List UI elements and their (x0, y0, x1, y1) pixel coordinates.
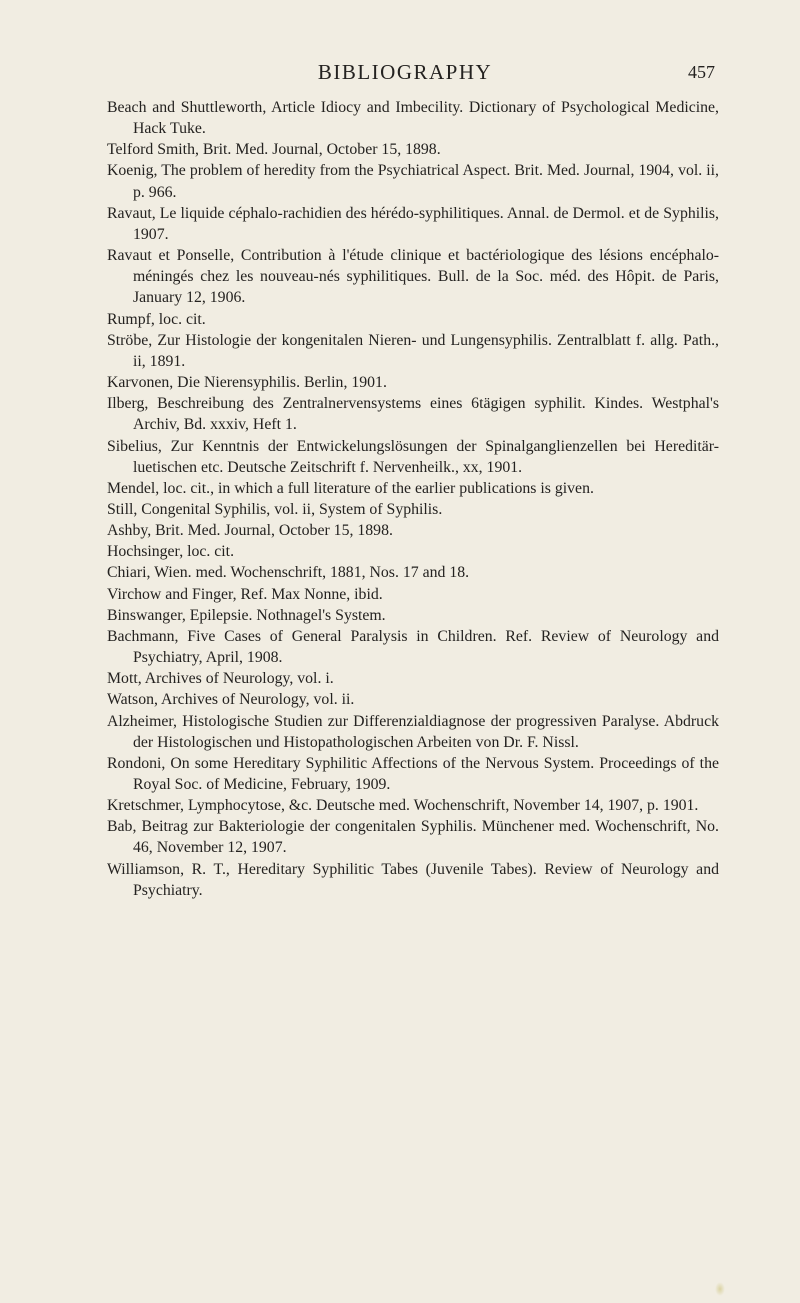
bibliography-entry: Ravaut, Le liquide céphalo-rachidien des hérédo-syphilitiques. Annal. de Dermol. et de Syphilis, 1907. (107, 204, 719, 243)
bibliography-entry: Virchow and Finger, Ref. Max Nonne, ibid. (107, 585, 383, 603)
bibliography-entry: Chiari, Wien. med. Wochenschrift, 1881, Nos. 17 and 18. (107, 564, 470, 582)
bibliography-entry: Still, Congenital Syphilis, vol. ii, System of Syphilis. (107, 500, 443, 518)
bibliography-entry: Rumpf, loc. cit. (107, 310, 206, 328)
bibliography-entry: Koenig, The problem of heredity from the Psychiatrical Aspect. Brit. Med. Journal, 1904, vol. ii, p. 966. (107, 162, 719, 201)
bibliography-entry: Rondoni, On some Hereditary Syphilitic Affections of the Nervous System. Proceedings of the Royal Soc. of Medicine, February, 1909. (107, 754, 719, 793)
bibliography-entry: Ashby, Brit. Med. Journal, October 15, 1898. (107, 522, 393, 540)
page-number: 457 (688, 62, 715, 82)
bibliography-entry: Kretschmer, Lymphocytose, &c. Deutsche med. Wochenschrift, November 14, 1907, p. 1901. (107, 797, 699, 815)
running-head (95, 60, 715, 90)
bibliography-entry: Sibelius, Zur Kenntnis der Entwickelungslösungen der Spinalganglienzellen bei Hereditär-luetischen etc. Deutsche Zeitschrift f. Nervenheilk., xx, 1901. (107, 437, 719, 476)
bibliography-entry: Telford Smith, Brit. Med. Journal, October 15, 1898. (107, 141, 441, 159)
bibliography-entry: Beach and Shuttleworth, Article Idiocy and Imbecility. Dictionary of Psychological Medicine, Hack Tuke. (107, 99, 719, 138)
bibliography-entry: Hochsinger, loc. cit. (107, 543, 235, 561)
bibliography-entry: Mendel, loc. cit., in which a full literature of the earlier publications is given. (107, 479, 594, 497)
bibliography-entry: Ströbe, Zur Histologie der kongenitalen Nieren- und Lungensyphilis. Zentralblatt f. allg. Path., ii, 1891. (107, 331, 719, 370)
paper-stain (715, 1282, 725, 1296)
bibliography-entry: Ilberg, Beschreibung des Zentralnervensystems eines 6tägigen syphilit. Kindes. Westphal's Archiv, Bd. xxxiv, Heft 1. (107, 395, 719, 434)
bibliography-entry: Williamson, R. T., Hereditary Syphilitic Tabes (Juvenile Tabes). Review of Neurology and Psychiatry. (107, 860, 719, 899)
bibliography-entry: Bab, Beitrag zur Bakteriologie der congenitalen Syphilis. Münchener med. Wochenschrift, No. 46, November 12, 1907. (107, 818, 719, 857)
bibliography-entry: Watson, Archives of Neurology, vol. ii. (107, 691, 355, 709)
bibliography-list (107, 97, 719, 901)
page-title: BIBLIOGRAPHY (317, 60, 493, 84)
bibliography-entry: Binswanger, Epilepsie. Nothnagel's System. (107, 606, 386, 624)
bibliography-entry: Karvonen, Die Nierensyphilis. Berlin, 1901. (107, 374, 387, 392)
bibliography-entry: Mott, Archives of Neurology, vol. i. (107, 670, 334, 688)
bibliography-entry: Bachmann, Five Cases of General Paralysis in Children. Ref. Review of Neurology and Psychiatry, April, 1908. (107, 627, 719, 667)
bibliography-entry: Alzheimer, Histologische Studien zur Differenzialdiagnose der progressiven Paralyse. Abdruck der Histologischen und Histopathologischen Arbeiten von Dr. F. Nissl. (107, 712, 719, 751)
bibliography-entry: Ravaut et Ponselle, Contribution à l'étude clinique et bactériologique des lésions encéphalo-méningés chez les nouveau-nés syphilitiques. Bull. de la Soc. méd. des Hôpit. de Paris, January 12, 1906. (107, 247, 719, 307)
